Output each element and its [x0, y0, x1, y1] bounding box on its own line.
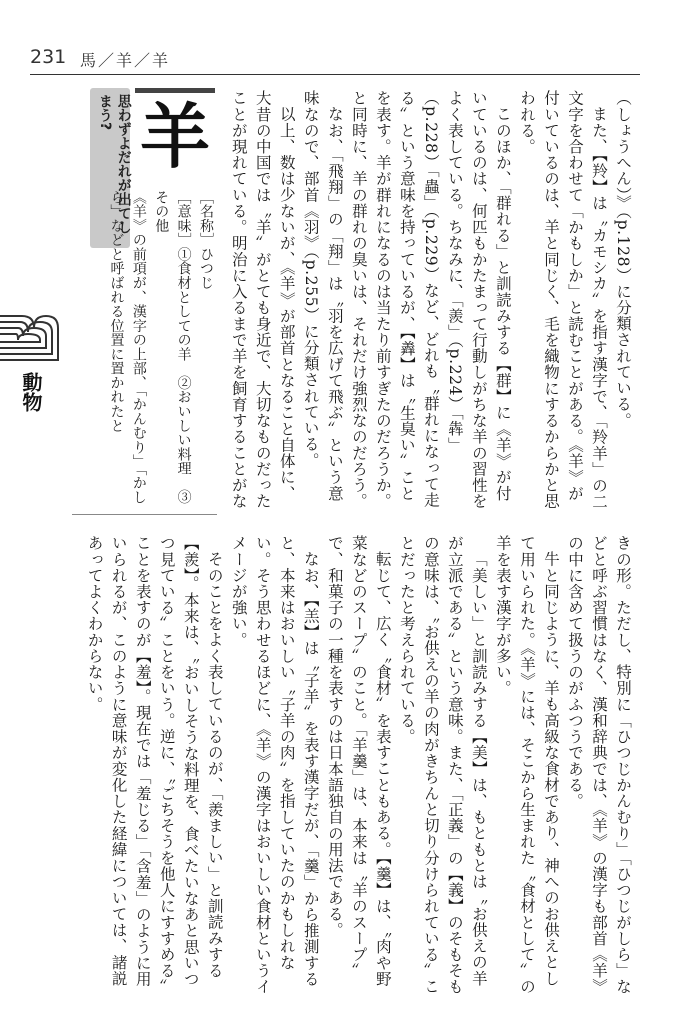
- entry-info: [72, 190, 217, 510]
- paragraph: なお、【羔】は〝子羊〟を表す漢字だが、「羹」から推測すると、本来はおいしい〝子羊の肉〟を指していたのかもしれない。そう思わせるほどに、《羊》の漢字はおいしい食材というイメージが強い。: [229, 535, 320, 995]
- layered-wave-icon: [0, 308, 60, 368]
- entry-divider: [72, 514, 217, 515]
- entry-description: 《羊》の前項が、漢字の上部、「かんむり」「かしら」などと呼ばれる位置に置かれたと: [108, 190, 147, 505]
- entry-top-bar: [135, 88, 215, 93]
- paragraph: また、【羚】は〝カモシカ〟を指す漢字で、「羚羊」の二文字を合わせて「かもしか」と読むことがある。《羊》が付いているのは、羊と同じく、毛を織物にするからかと思われる。: [517, 90, 608, 510]
- paragraph: きの形。ただし、特別に「ひつじかんむり」「ひつじがしら」などと呼ぶ習慣はなく、漢和辞典では、《羊》の漢字も部首《羊》の中に含めて扱うのがふつうである。: [565, 535, 632, 995]
- upper-body-text: [225, 90, 635, 510]
- paragraph: そのことをよく表しているのが、「羨ましい」と訓読みする【羨】。本来は、〝おいしそうな料理を、食べたいなあと思いつつ見ている〟ことをいう。逆に、〝ごちそうを他人にすすめる〟ことを表すのが【羞】。現在では「羞じる」「含羞」のように用いられるが、このように意味が変化した経緯については、諸説あってよくわからない。: [85, 535, 224, 995]
- page-header: [30, 46, 640, 75]
- paragraph: 牛と同じように、羊も高級な食材であり、神へのお供えとして用いられた。《羊》には、そこから生まれた〝食材として〟の羊を表す漢字が多い。: [493, 535, 560, 995]
- paragraph: （しょうへん）》（p.128）に分類されている。: [614, 90, 632, 429]
- paragraph: 「美しい」と訓読みする【美】は、もともとは〝お供えの羊が立派である〟という意味。また、「正義」の【義】のそもそもの意味は、〝お供えの羊の肉がきちんと切り分けられている〟ことだったと考えられている。: [397, 535, 488, 995]
- entry-meaning: ［意味］①食材としての羊 ②おいしい料理 ③その他: [153, 190, 192, 505]
- entry-kanji: 羊: [140, 95, 210, 178]
- page-number: 231: [30, 46, 67, 68]
- paragraph: 転じて、広く〝食材〟を表すこともある。【羹】は、〝肉や野菜などのスープ〟のこと。「羊羹」は、本来は〝羊のスープ〟で、和菓子の一種を表すのは日本語独自の用法である。: [325, 535, 392, 987]
- category-label: 動物: [19, 372, 43, 412]
- entry-name: ［名称］ひつじ: [198, 190, 214, 290]
- paragraph: 以上、数は少ないが、《羊》が部首となること自体に、大昔の中国では〝羊〟がとても身近で、大切なものだったことが現れている。明治に入るまで羊を飼育することがな: [229, 90, 296, 510]
- side-label-text: 思わずよだれが出てしまう?: [96, 94, 132, 234]
- running-title: 馬／羊／羊: [80, 51, 171, 70]
- lower-body-text: [75, 535, 635, 995]
- paragraph: なお、「飛翔」の「翔」は〝羽を広げて飛ぶ〟という意味なので、部首《羽》（p.255）に分類されている。: [301, 90, 344, 501]
- paragraph: このほか、「群れる」と訓読みする【群】に《羊》が付いているのは、何匹もかたまって行動しがちな羊の習性をよく表している。ちなみに、「羨」（p.224）「犇」（p.228）「蟲」（p.229）など、どれも〝群れになって走る〟という意味を持っているが、【羴】は〝生臭い〟ことを表す。羊が群れになるのは当たり前すぎたのだろうか。と同時に、羊の群れの臭いは、それだけ強烈なのだろう。: [349, 90, 512, 510]
